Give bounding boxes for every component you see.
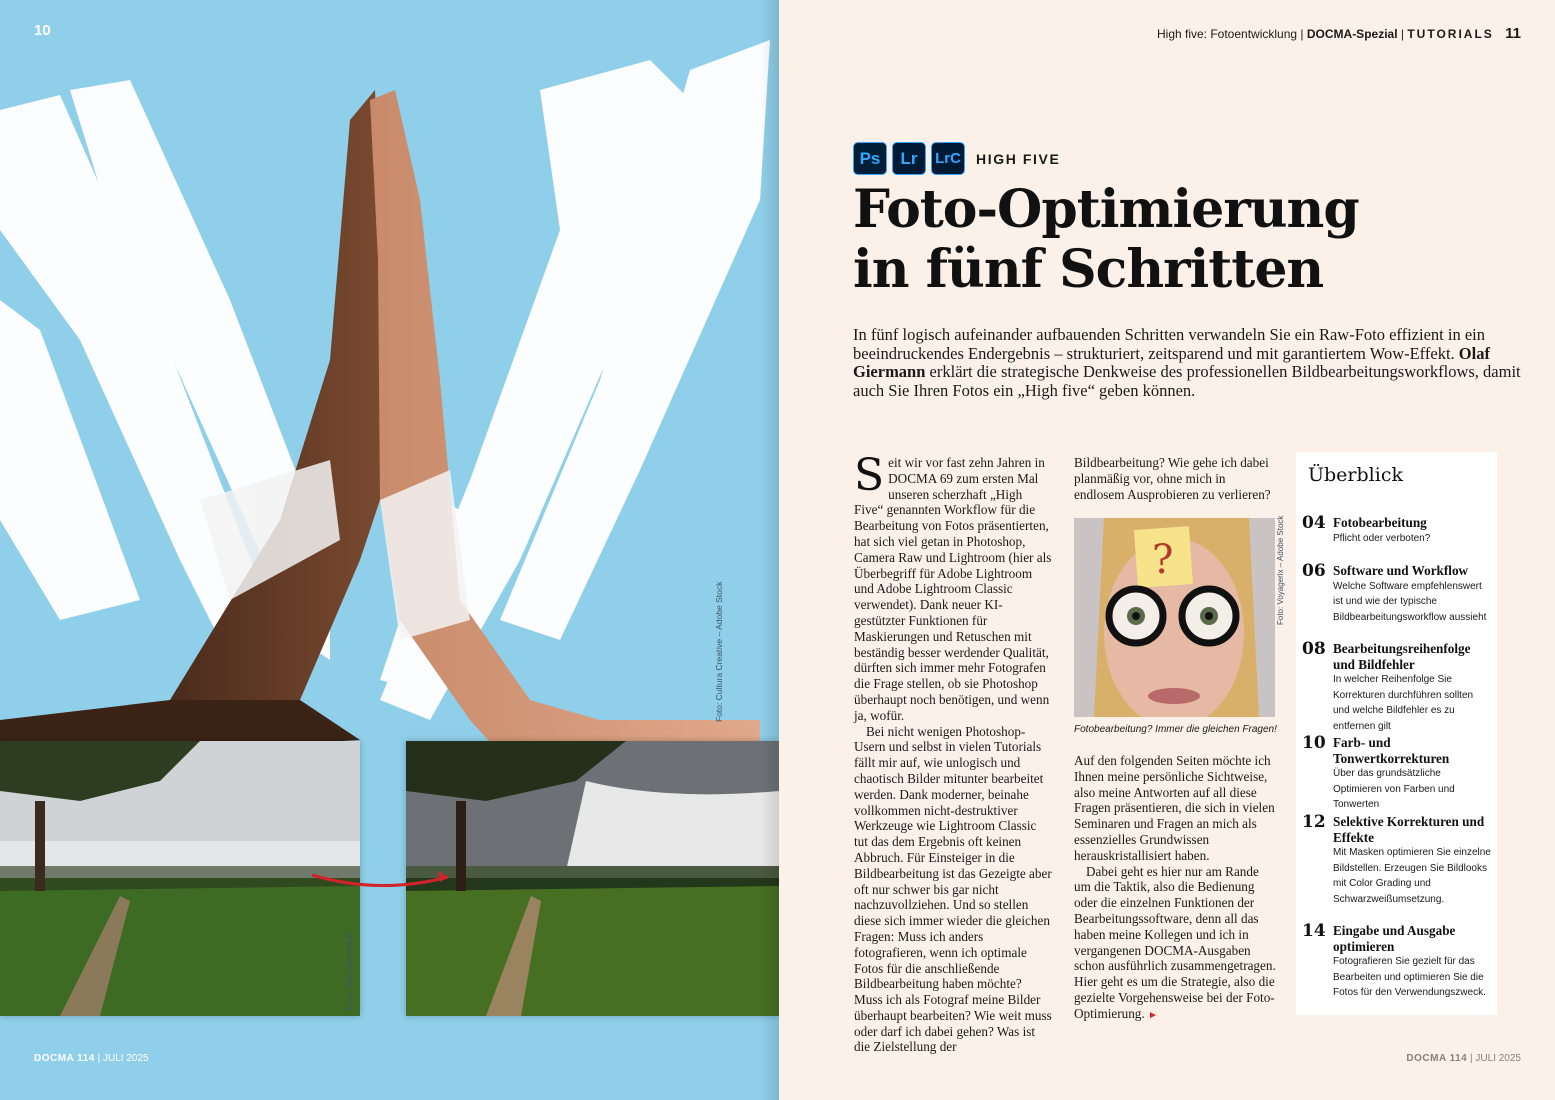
running-head-topic: High five: Fotoentwicklung [1156,27,1298,41]
overview-item [1302,735,1492,813]
overview-item-description: Fotografieren Sie gezielt für das Bearbeiten und optimieren Sie die Fotos für den Verwendungszweck. [1333,956,1486,998]
overview-title: Überblick [1308,464,1403,486]
headline-line-1: Foto-Optimierung [853,179,1359,240]
before-after-arrow [310,865,460,895]
footer-magazine-right: DOCMA 114 [1406,1053,1468,1064]
gutter-shadow [760,0,779,1100]
body-column-2 [1074,455,1277,502]
intro-paragraph [853,326,1529,400]
overview-item [1302,641,1492,734]
photo-credit-hero: Foto: Cultura Creative – Adobe Stock [714,581,724,722]
overview-item-number: 10 [1302,733,1326,753]
overview-item [1302,563,1492,625]
portrait-caption: Fotobearbeitung? Immer die gleichen Fragen! [1074,724,1277,735]
photo-credit-portrait: Foto: Voyagerix – Adobe Stock [1276,515,1285,625]
overview-item-number: 04 [1302,513,1326,533]
lightroom-classic-icon: LrC [931,142,965,175]
col2-paragraph-3 [1074,864,1277,1024]
page-number-left: 10 [34,22,51,39]
overview-item-number: 12 [1302,812,1326,832]
running-head-category: TUTORIALS [1407,27,1494,41]
overview-box [1296,452,1497,1015]
col2-paragraph-2: Auf den folgenden Seiten möchte ich Ihnen meine persönliche Sichtweise, also meine Antworten auf all diese Fragen präsentieren, die sich in vielen Seminaren und Fragen an mich als essenzielles Grundwissen herauskristallisiert haben. [1074,753,1275,863]
running-head: High five: Fotoentwicklung | DOCMA-Spezial | TUTORIALS 11 [1156,25,1521,42]
running-head-section: DOCMA-Spezial [1306,27,1398,41]
landscape-photo-after [406,741,779,1016]
col2-paragraph-1: Bildbearbeitung? Wie gehe ich dabei planmäßig vor, ohne mich in endlosem Ausprobieren zu verlieren? [1074,455,1271,502]
col1-paragraph-2: Bei nicht wenigen Photoshop-Usern und selbst in vielen Tutorials fällt mir auf, wie unlogisch und chaotisch Bilder mitunter bearbeitet werden. Dank moderner, beinahe vollkommen nicht-destruktiver Werkzeuge wie Lightroom Classic tut das dem Ergebnis oft keinen Abbruch. Für Einsteiger in die Bildbearbeitung ist das Gezeigte aber oft nur schwer bis gar nicht nachzuvollziehen. Und so stellen diese sich immer wieder die gleichen Fragen: Muss ich anders fotografieren, wenn ich optimale Fotos für die anschließende Bildbearbeitung haben möchte? Muss ich als Fotograf meine Bilder überhaupt bearbeiten? Wie weit muss oder darf ich dabei gehen? Was ist die Zielstellung der [854,723,1052,1055]
footer-issue-right: | JULI 2025 [1470,1053,1521,1064]
overview-item-number: 14 [1302,921,1326,941]
col1-text-1: eit wir vor fast zehn Jahren in DOCMA 69 zum ersten Mal unseren scherzhaft „High Five“ genannten Workflow für die Bearbeitung von Fotos präsentierten, hat sich viel getan in Photoshop, Camera Raw und Lightroom (hier als Überbegriff für Adobe Lightroom und Adobe Lightroom Classic verwendet). Dank neuer KI-gestützter Funktionen für Maskierungen und Retuschen mit beständig besser werdender Qualität, dürften sich immer mehr Fotografen die Frage stellen, ob sie Photoshop überhaupt noch benötigen, und wenn ja, wofür. [854,455,1052,723]
headline [853,180,1493,300]
app-badges [853,142,1060,175]
photo-credit-landscape: Foto: Olaf Giermann [344,932,354,1010]
overview-item-heading: Fotobearbeitung [1333,515,1427,530]
col1-paragraph-1 [854,450,1052,724]
overview-item-description: Welche Software empfehlenswert ist und wie der typische Bildbearbeitungsworkflow aussieht [1333,580,1487,623]
intro-text-1: In fünf logisch aufeinander aufbauenden Schritten verwandeln Sie ein Raw-Foto effizient in ein beeindruckendes Endergebnis – strukturiert, zeitsparend und mit garantiertem Wow-Effekt. [853,325,1485,363]
overview-item-heading: Software und Workflow [1333,563,1469,578]
lightroom-icon: Lr [892,142,926,175]
overview-item-heading: Bearbeitungsreihenfolge und Bildfehler [1333,641,1471,672]
overview-item-heading: Selektive Korrekturen und Effekte [1333,814,1485,845]
overview-item [1302,923,1492,1001]
intro-author: Olaf Giermann [853,343,1490,381]
landscape-photo-before [0,741,360,1016]
svg-text:?: ? [1152,537,1174,583]
right-page [779,0,1555,1100]
portrait-photo [1074,518,1275,717]
overview-item-heading: Farb- und Tonwertkorrekturen [1333,735,1450,766]
overview-item-number: 06 [1302,561,1326,581]
overview-item-description: In welcher Reihenfolge Sie Korrekturen durchführen sollten und welche Bildfehler es zu entfernen gilt [1333,674,1474,732]
page-number-right: 11 [1505,25,1521,42]
overview-item-description: Mit Masken optimieren Sie einzelne Bildstellen. Erzeugen Sie Bildlooks mit Color Grading und Schwarzweißumsetzung. [1333,847,1491,905]
overview-item-description: Pflicht oder verboten? [1333,532,1431,544]
footer-issue-left: | JULI 2025 [97,1053,149,1064]
overview-item [1302,814,1492,907]
headline-line-2: in fünf Schritten [853,239,1324,300]
intro-text-2: erklärt die strategische Denkweise des professionellen Bildbearbeitungsworkflows, damit auch Sie Ihren Fotos ein „High five“ geben können. [853,362,1521,400]
photoshop-icon: Ps [853,142,887,175]
end-mark-icon: ► [1148,1009,1158,1021]
col2-text-3: Dabei geht es hier nur am Rande um die Taktik, also die Bedienung oder die einzelnen Funktionen der Bearbeitungssoftware, denn all das haben meine Kollegen und ich in vergangenen DOCMA-Ausgaben schon ausführlich zusammengetragen. Hier geht es um die Strategie, also die gezielte Vorgehensweise bei der Foto-Optimierung. [1074,863,1276,1021]
drop-cap: S [854,450,885,501]
footer-left [34,1053,149,1064]
body-column-2-lower [1074,753,1277,1024]
overview-item [1302,515,1492,546]
overview-item-heading: Eingabe und Ausgabe optimieren [1333,923,1456,954]
kicker: HIGH FIVE [976,150,1061,167]
overview-item-description: Über das grundsätzliche Optimieren von Farben und Tonwerten [1333,768,1455,810]
footer-magazine-left: DOCMA 114 [34,1053,95,1064]
footer-right [1406,1053,1521,1064]
body-column-1 [854,450,1052,1055]
overview-item-number: 08 [1302,639,1326,659]
